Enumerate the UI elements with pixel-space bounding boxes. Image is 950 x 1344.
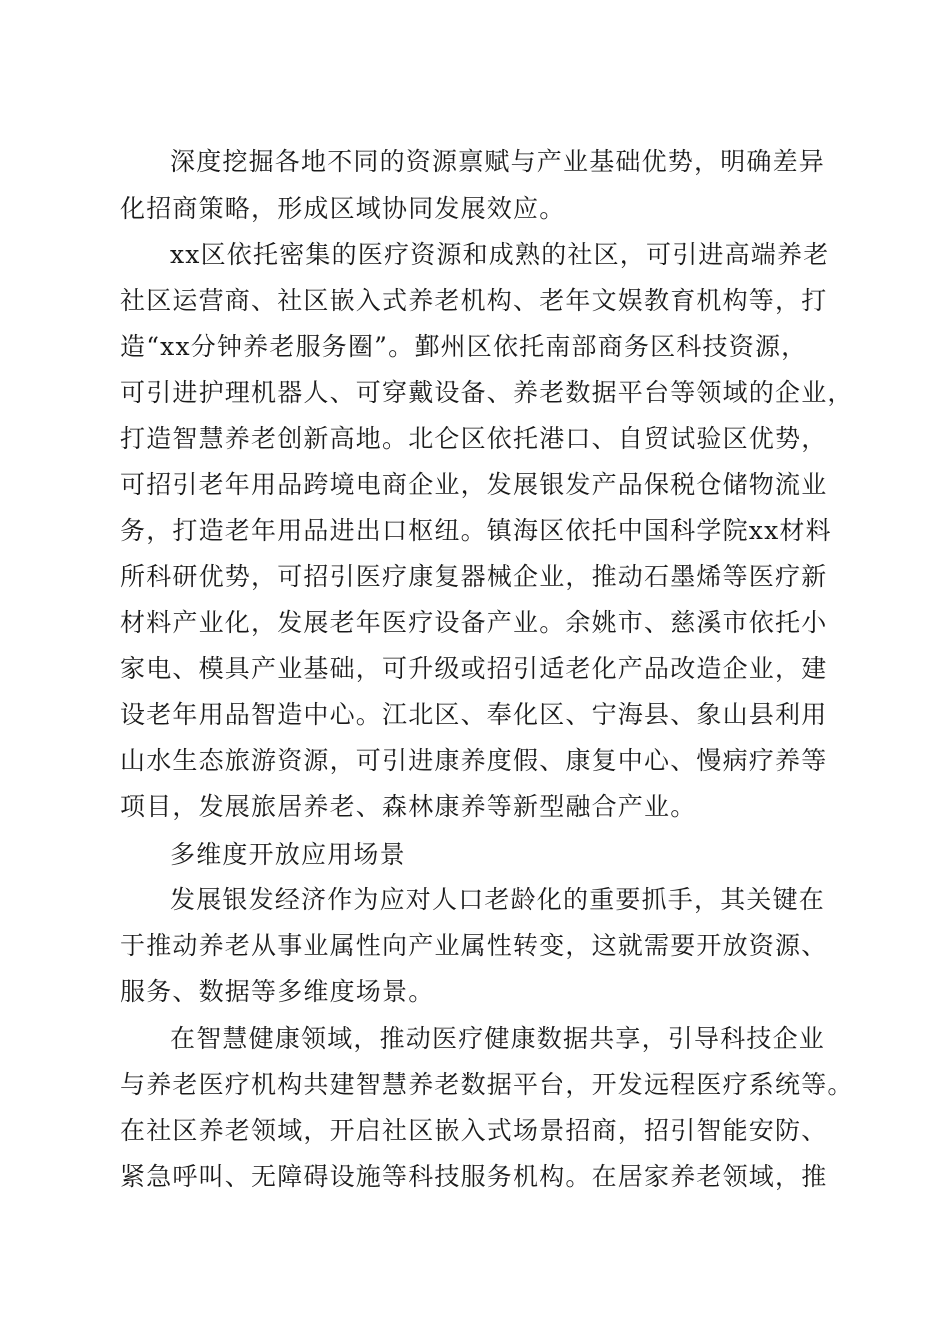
- text-line: 所科研优势，可招引医疗康复器械企业，推动石墨烯等医疗新: [120, 562, 828, 591]
- text-line: 项目，发展旅居养老、森林康养等新型融合产业。: [120, 792, 697, 821]
- text-line: 打造智慧养老创新高地。北仑区依托港口、自贸试验区优势，: [120, 424, 828, 453]
- text-line: 与养老医疗机构共建智慧养老数据平台，开发远程医疗系统等。: [120, 1070, 854, 1099]
- text-line: 于推动养老从事业属性向产业属性转变，这就需要开放资源、: [120, 931, 828, 960]
- text-line: 务，打造老年用品进出口枢纽。镇海区依托中国科学院xx材料: [120, 516, 832, 545]
- text-line: 社区运营商、社区嵌入式养老机构、老年文娱教育机构等，打: [120, 286, 828, 315]
- section-heading: 多维度开放应用场景: [170, 840, 406, 869]
- text-line: 山水生态旅游资源，可引进康养度假、康复中心、慢病疗养等: [120, 746, 828, 775]
- text-line: 化招商策略，形成区域协同发展效应。: [120, 194, 566, 223]
- text-line: 发展银发经济作为应对人口老龄化的重要抓手，其关键在: [170, 885, 826, 914]
- text-line: 深度挖掘各地不同的资源禀赋与产业基础优势，明确差异: [170, 147, 826, 176]
- text-line: 材料产业化，发展老年医疗设备产业。余姚市、慈溪市依托小: [120, 608, 828, 637]
- text-line: 服务、数据等多维度场景。: [120, 977, 435, 1006]
- text-line: 可招引老年用品跨境电商企业，发展银发产品保税仓储物流业: [120, 470, 828, 499]
- text-line: xx区依托密集的医疗资源和成熟的社区，可引进高端养老: [170, 240, 830, 269]
- text-line: 在智慧健康领域，推动医疗健康数据共享，引导科技企业: [170, 1024, 826, 1053]
- text-line: 造“xx分钟养老服务圈”。鄞州区依托南部商务区科技资源，: [120, 332, 808, 361]
- text-line: 可引进护理机器人、可穿戴设备、养老数据平台等领域的企业，: [120, 378, 854, 407]
- text-line: 家电、模具产业基础，可升级或招引适老化产品改造企业，建: [120, 654, 828, 683]
- text-line: 在社区养老领域，开启社区嵌入式场景招商，招引智能安防、: [120, 1116, 828, 1145]
- text-line: 设老年用品智造中心。江北区、奉化区、宁海县、象山县利用: [120, 700, 828, 729]
- text-line: 紧急呼叫、无障碍设施等科技服务机构。在居家养老领域，推: [120, 1162, 828, 1191]
